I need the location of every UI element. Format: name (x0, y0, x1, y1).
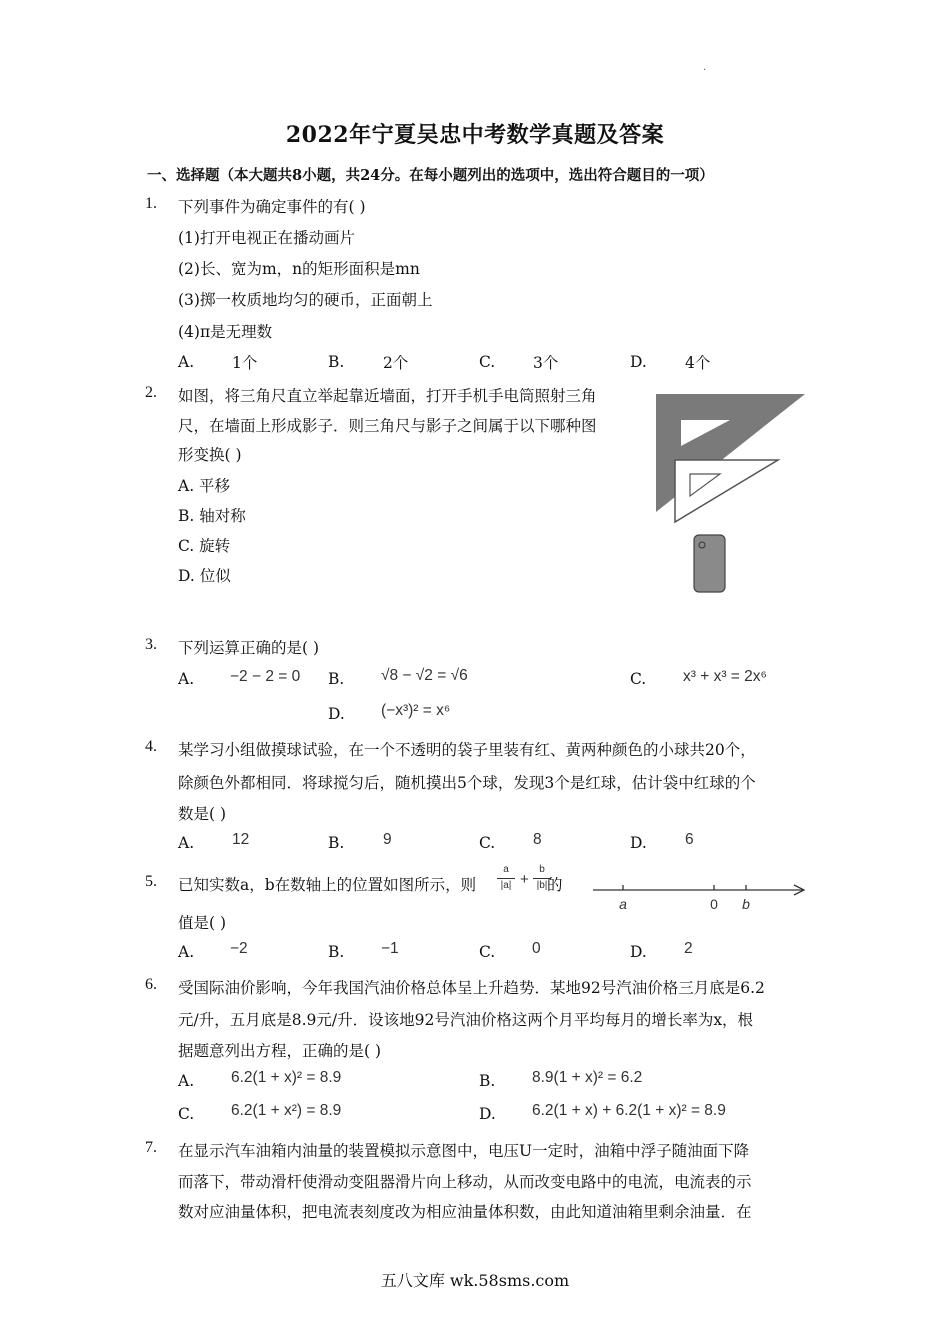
q5-option-d-label: D. (630, 943, 647, 961)
q5-frac1-bar (497, 878, 515, 879)
q1-item-2: (2)长、宽为m，n的矩形面积是mn (178, 260, 420, 278)
q1-option-c-value: 3个 (533, 354, 559, 372)
q3-option-b-label: B. (328, 670, 345, 688)
q1-option-b-label: B. (328, 353, 345, 371)
q4-line-3: 数是( ) (178, 805, 227, 823)
q4-option-c-value: 8 (533, 831, 542, 848)
q6-option-b-value: 8.9(1 + x)² = 6.2 (532, 1069, 643, 1086)
axis-label-0: 0 (710, 896, 718, 912)
q5-number: 5. (145, 873, 157, 890)
header-mark: . (703, 62, 707, 73)
q2-option-d: D. 位似 (178, 567, 231, 585)
q4-option-b-label: B. (328, 834, 345, 852)
q1-stem: 下列事件为确定事件的有( ) (178, 198, 366, 216)
q3-option-a-value: −2 − 2 = 0 (230, 668, 301, 685)
q5-option-a-value: −2 (230, 940, 248, 957)
q3-option-d-value: (−x³)² = x⁶ (381, 702, 451, 719)
q4-option-a-label: A. (178, 834, 195, 852)
q6-option-b-label: B. (479, 1072, 496, 1090)
q6-option-d-label: D. (479, 1105, 496, 1123)
q1-option-d-label: D. (630, 353, 647, 371)
q1-option-b-value: 2个 (383, 354, 409, 372)
q1-number: 1. (145, 195, 157, 212)
q5-line-2: 值是( ) (178, 914, 227, 932)
q7-line-3: 数对应油量体积，把电流表刻度改为相应油量体积数，由此知道油箱里剩余油量．在 (178, 1203, 752, 1221)
q1-option-d-value: 4个 (685, 354, 711, 372)
q5-line-1-b: 的 (547, 876, 563, 894)
q2-option-b: B. 轴对称 (178, 507, 246, 525)
q1-item-3: (3)掷一枚质地均匀的硬币，正面朝上 (178, 291, 433, 309)
q6-option-a-label: A. (178, 1072, 195, 1090)
q3-option-c-label: C. (630, 670, 647, 688)
q6-line-3: 据题意列出方程，正确的是( ) (178, 1042, 382, 1060)
q6-number: 6. (145, 976, 157, 993)
q3-option-a-label: A. (178, 670, 195, 688)
q1-item-4: (4)π是无理数 (178, 323, 273, 341)
phone-icon (694, 535, 725, 592)
q5-line-1-a: 已知实数a，b在数轴上的位置如图所示，则 (178, 876, 477, 894)
q6-option-d-value: 6.2(1 + x) + 6.2(1 + x)² = 8.9 (532, 1102, 726, 1119)
q6-option-c-label: C. (178, 1105, 195, 1123)
q3-stem: 下列运算正确的是( ) (178, 639, 320, 657)
q2-line-1: 如图，将三角尺直立举起靠近墙面，打开手机手电筒照射三角 (178, 387, 597, 405)
q7-line-2: 而落下，带动滑杆使滑动变阻器滑片向上移动，从而改变电路中的电流，电流表的示 (178, 1173, 752, 1191)
q2-option-c: C. 旋转 (178, 537, 231, 555)
q5-frac1-den: |a| (500, 880, 512, 891)
q2-figure-triangle-shadow (650, 390, 810, 600)
q1-option-c-label: C. (479, 353, 496, 371)
q4-option-c-label: C. (479, 834, 496, 852)
q4-option-b-value: 9 (383, 831, 392, 848)
q6-option-c-value: 6.2(1 + x²) = 8.9 (231, 1102, 342, 1119)
q4-option-d-label: D. (630, 834, 647, 852)
q1-option-a-label: A. (178, 353, 195, 371)
q5-number-line (585, 872, 810, 914)
q7-number: 7. (145, 1139, 157, 1156)
page-title: 2022年宁夏吴忠中考数学真题及答案 (285, 122, 665, 148)
q2-line-3: 形变换( ) (178, 446, 242, 464)
q6-line-2: 元/升，五月底是8.9元/升．设该地92号汽油价格这两个月平均每月的增长率为x，根 (178, 1011, 754, 1029)
q5-option-a-label: A. (178, 943, 195, 961)
section-heading: 一、选择题（本大题共8小题，共24分。在每小题列出的选项中，选出符合题目的一项） (147, 167, 714, 184)
q7-line-1: 在显示汽车油箱内油量的装置模拟示意图中，电压U一定时，油箱中浮子随油面下降 (178, 1142, 750, 1160)
q4-option-a-value: 12 (232, 831, 250, 848)
q6-option-a-value: 6.2(1 + x)² = 8.9 (231, 1069, 342, 1086)
q5-frac2-num: b (539, 864, 545, 875)
q3-option-d-label: D. (328, 705, 345, 723)
q4-line-2: 除颜色外都相同．将球搅匀后，随机摸出5个球，发现3个是红球，估计袋中红球的个 (178, 774, 756, 792)
q3-option-b-value: √8 − √2 = √6 (381, 667, 468, 684)
q3-option-c-value: x³ + x³ = 2x⁶ (683, 668, 767, 685)
q4-number: 4. (145, 738, 157, 755)
axis-label-a: a (619, 896, 627, 912)
q5-option-b-value: −1 (381, 940, 399, 957)
q5-option-c-label: C. (479, 943, 496, 961)
q2-option-a: A. 平移 (178, 477, 231, 495)
q5-plus: + (520, 871, 529, 888)
q6-line-1: 受国际油价影响，今年我国汽油价格总体呈上升趋势．某地92号汽油价格三月底是6.2 (178, 979, 765, 997)
footer-watermark: 五八文库 wk.58sms.com (380, 1271, 570, 1290)
q4-option-d-value: 6 (685, 831, 694, 848)
q3-number: 3. (145, 636, 157, 653)
q4-line-1: 某学习小组做摸球试验，在一个不透明的袋子里装有红、黄两种颜色的小球共20个， (178, 741, 756, 759)
axis-label-b: b (742, 896, 750, 912)
q2-line-2: 尺，在墙面上形成影子．则三角尺与影子之间属于以下哪种图 (178, 417, 597, 435)
q5-option-c-value: 0 (532, 940, 541, 957)
q1-item-1: (1)打开电视正在播动画片 (178, 229, 355, 247)
q5-option-b-label: B. (328, 943, 345, 961)
q5-option-d-value: 2 (684, 940, 693, 957)
q1-option-a-value: 1个 (232, 354, 258, 372)
q5-frac2-den: |b| (536, 880, 548, 891)
q2-number: 2. (145, 384, 157, 401)
q5-frac1-num: a (503, 864, 509, 875)
